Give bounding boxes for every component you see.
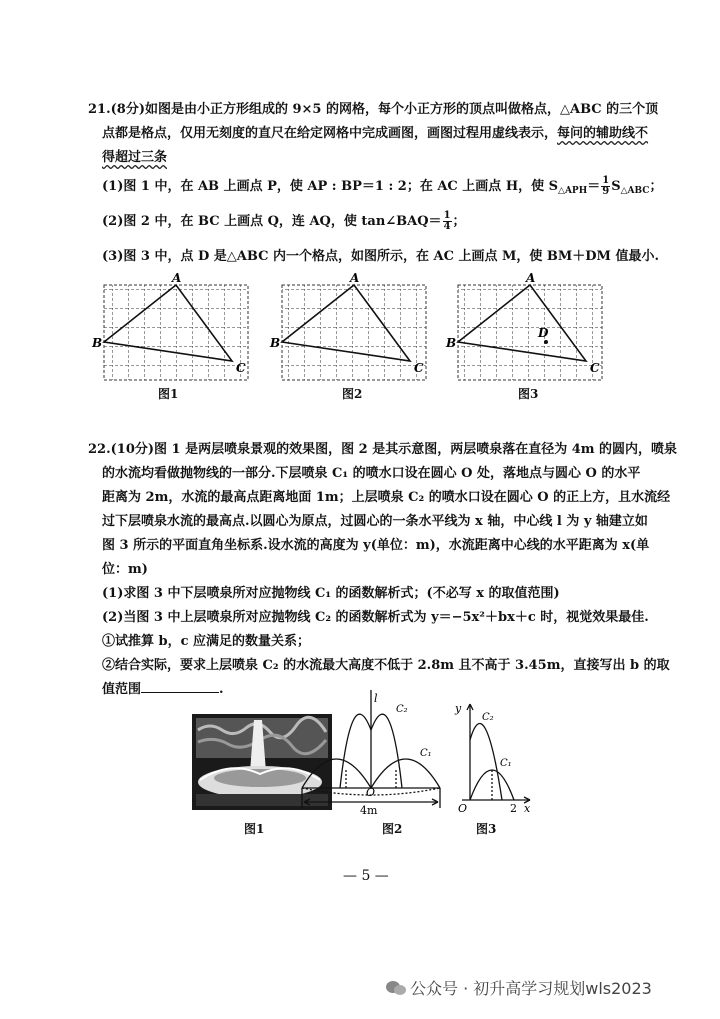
fig2-label-c1: C₁: [420, 748, 432, 759]
label-a-1: A: [172, 271, 182, 285]
q22-figure-1-photo: [192, 714, 332, 810]
q22-line-5: 图 3 所示的平面直角坐标系.设水流的高度为 y(单位：m)，水流距离中心线的水平距离为 x(单: [102, 538, 650, 553]
q22-part2-sub2: ②结合实际，要求上层喷泉 C₂ 的水流最大高度不低于 2.8m 且不高于 3.45m，直接写出 b 的取: [102, 658, 670, 673]
q21-part1: [102, 176, 662, 201]
label-d: D: [538, 326, 549, 340]
q21-line2-text: 点都是格点，仅用无刻度的直尺在给定网格中完成画图，画图过程用虚线表示，: [102, 126, 558, 141]
fig3-label-y: y: [455, 702, 462, 715]
photo-water: [214, 769, 306, 787]
q21-part2-fraction: [443, 211, 452, 232]
q21-part3: (3)图 3 中，点 D 是△ABC 内一个格点，如图所示，在 AC 上画点 M，使 BM＋DM 值最小.: [102, 249, 659, 264]
label-b-3: B: [446, 336, 457, 350]
q21-part2-text: (2)图 2 中，在 BC 上画点 Q，连 AQ，使 tan∠BAQ＝: [102, 214, 442, 229]
q22-caption-1: 图1: [244, 822, 265, 836]
q21-figure-2: [269, 271, 426, 380]
grid-2: [282, 285, 426, 380]
page-number: — 5 —: [343, 868, 389, 884]
q22-caption-3: 图3: [476, 822, 497, 836]
upper-jet-right: [371, 714, 402, 788]
q21-caption-3: 图3: [518, 387, 539, 401]
q22-figures: [0, 690, 720, 850]
q21-part1-sub2: △ABC: [620, 186, 650, 196]
label-c-3: C: [590, 361, 600, 375]
point-d: [544, 340, 548, 344]
label-c-2: C: [414, 361, 424, 375]
q22-line-6: 位：m): [102, 562, 148, 577]
q21-figure-1: [91, 271, 248, 380]
q21-part2-end: ；: [452, 214, 466, 229]
fig3-label-2: 2: [510, 802, 517, 815]
fig3-label-c2: C₂: [482, 712, 494, 723]
q21-part2: [102, 211, 466, 232]
q21-figure-3: [445, 271, 602, 380]
fig2-label-o: O: [366, 786, 376, 799]
q21-caption-2: 图2: [342, 387, 363, 401]
q21-part1-text: (1)图 1 中，在 AB 上画点 P，使 AP : BP＝1 : 2；在 AC 上画点 H，使 S: [102, 179, 559, 194]
q21-part1-eq: ＝: [587, 179, 601, 194]
q22-part2: (2)当图 3 中上层喷泉所对应抛物线 C₂ 的函数解析式为 y＝−5x²＋bx＋c 时，视觉效果最佳.: [102, 610, 649, 625]
fig3-label-o: O: [458, 802, 468, 815]
q22-line-3: 距离为 2m，水流的最高点距离地面 1m；上层喷泉 C₂ 的喷水口设在圆心 O 的正上方，且水流经: [102, 490, 671, 505]
q22-part2-sub1: ①试推算 b，c 应满足的数量关系；: [102, 634, 311, 649]
wechat-icon: [385, 979, 407, 997]
q22-line-4: 过下层喷泉水流的最高点.以圆心为原点，过圆心的一条水平线为 x 轴，中心线 l 为 y 轴建立如: [102, 514, 648, 529]
q21-line2-emphasis: 每问的辅助线不: [557, 126, 649, 141]
grid-3: [458, 285, 602, 380]
q22-line-1: 22.(10分)图 1 是两层喷泉景观的效果图，图 2 是其示意图，两层喷泉落在直径为 4m 的圆内，喷泉: [88, 442, 678, 457]
q22-line-2: 的水流均看做抛物线的一部分.下层喷泉 C₁ 的喷水口设在圆心 O 处，落地点与圆心 O 的水平: [102, 466, 641, 481]
fig3-label-x: x: [524, 802, 531, 815]
label-c-1: C: [236, 361, 246, 375]
label-b-1: B: [92, 336, 103, 350]
label-a-3: A: [526, 271, 536, 285]
q21-line1: 21.(8分)如图是由小正方形组成的 9×5 的网格，每个小正方形的顶点叫做格点，△ABC 的三个顶: [88, 102, 659, 117]
q22-figure-3-plane: [462, 704, 530, 803]
fig3-label-c1: C₁: [500, 758, 512, 769]
q22-end-period: .: [219, 682, 224, 697]
q22-caption-2: 图2: [382, 822, 403, 836]
fraction-denominator: 9: [602, 186, 610, 197]
label-a-2: A: [350, 271, 360, 285]
q21-part1-sub1: △APH: [558, 186, 588, 196]
q21-line3: 得超过三条: [102, 150, 168, 165]
grid-1: [104, 285, 248, 380]
fig2-label-l: l: [374, 692, 378, 705]
q21-caption-1: 图1: [158, 387, 179, 401]
fraction-numerator: 1: [443, 210, 451, 221]
fraction-denominator: 4: [443, 221, 451, 232]
q21-part1-end: ；: [649, 179, 663, 194]
q22-range-text: 值范围: [102, 682, 142, 697]
label-b-2: B: [270, 336, 281, 350]
lower-jet-right: [371, 759, 440, 788]
upper-jet-left: [340, 714, 371, 788]
fig2-label-4m: 4m: [360, 804, 378, 817]
q21-line2: [102, 124, 648, 144]
watermark-text: 公众号 · 初升高学习规划wls2023: [410, 979, 652, 998]
q21-part1-s: S: [611, 179, 621, 194]
q21-part1-fraction: [601, 176, 610, 197]
fraction-numerator: 1: [602, 175, 610, 186]
q22-part1: (1)求图 3 中下层喷泉所对应抛物线 C₁ 的函数解析式；(不必写 x 的取值范围): [102, 586, 560, 601]
fig2-label-c2: C₂: [396, 704, 408, 715]
